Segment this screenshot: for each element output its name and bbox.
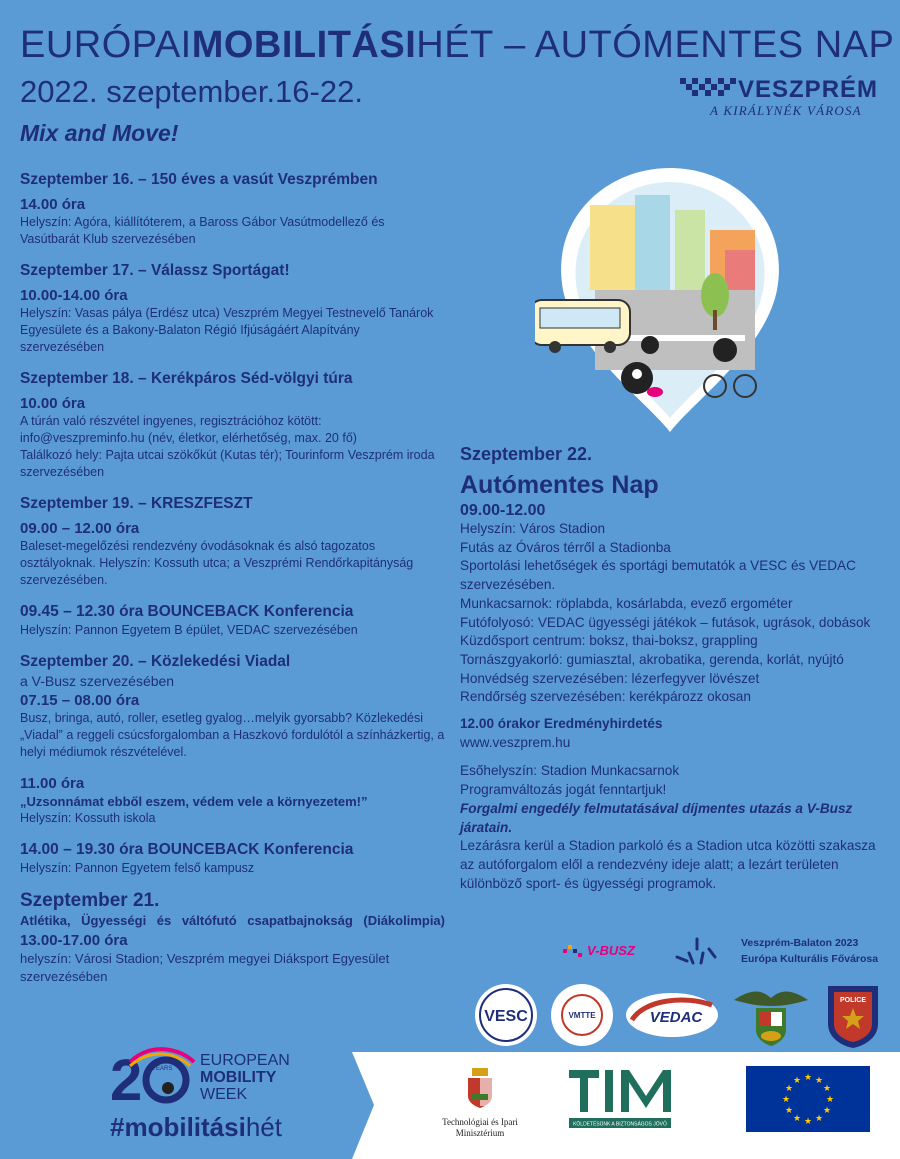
event-time: 10.00-14.00 óra <box>20 287 128 304</box>
event-title: Szeptember 17. – Válassz Sportágat! <box>20 262 290 279</box>
car-free-day-date: Szeptember 22. <box>460 444 593 464</box>
event-details: Helyszín: Pannon Egyetem felső kampusz <box>20 861 255 875</box>
event-competition <box>20 912 445 929</box>
event-time: 07.15 – 08.00 óra <box>20 692 140 709</box>
partner-logos-bottom <box>470 980 890 1050</box>
event-title: Szeptember 21. <box>20 890 160 911</box>
emw-20-years-icon <box>110 1044 198 1108</box>
svg-text:★: ★ <box>822 1084 832 1094</box>
tim-tagline: KÖLDETÉSÜNK A BIZTONSÁGOS JÖVŐ <box>573 1121 667 1128</box>
vbusz-logo: V-BUSZ <box>587 943 635 958</box>
event-sep21 <box>20 890 445 986</box>
event-title: 09.45 – 12.30 óra BOUNCEBACK Konferencia <box>20 603 354 620</box>
event-sep17 <box>20 261 445 356</box>
svg-text:★: ★ <box>792 1114 802 1124</box>
vedac-label: VEDAC <box>649 1009 703 1026</box>
emw-wordmark <box>200 1052 290 1103</box>
event-sep19 <box>20 494 445 589</box>
vesc-logo <box>474 983 538 1047</box>
svg-text:★: ★ <box>784 1084 794 1094</box>
hashtag <box>110 1112 282 1143</box>
event-time: 10.00 óra <box>20 395 86 412</box>
svg-text:★: ★ <box>822 1106 832 1116</box>
eu-stars-icon <box>746 1066 870 1132</box>
eu-flag <box>746 1066 870 1132</box>
svg-text:★: ★ <box>784 1106 794 1116</box>
event-details: A túrán való részvétel ingyenes, regisztrációhoz kötött: info@veszpreminfo.hu (név, életkor, elérhetőség, max. 20 fő) <box>20 414 357 445</box>
partner-logos-top <box>555 935 895 975</box>
event-time: 14.00 óra <box>20 196 86 213</box>
european-mobility-week-logo <box>110 1044 370 1144</box>
hungarian-coat-of-arms-icon <box>466 1068 494 1108</box>
program-line: Küzdősport centrum: boksz, thai-boksz, grappling <box>460 633 758 649</box>
vbusz-logo-icon <box>563 945 585 959</box>
change-notice: Programváltozás jogát fenntartjuk! <box>460 782 667 798</box>
vesc-label: VESC <box>484 1008 528 1025</box>
police-badge <box>824 980 882 1050</box>
vmtte-label: VMTTE <box>568 1011 596 1020</box>
ekf-burst-icon <box>673 935 719 965</box>
emw-line-2: MOBILITY <box>200 1069 277 1086</box>
svg-text:2: 2 <box>110 1048 143 1108</box>
results-announcement: 12.00 órakor Eredményhirdetés <box>460 716 663 732</box>
event-title: Szeptember 19. – KRESZFESZT <box>20 495 253 512</box>
ministry-line-2: Minisztérium <box>455 1128 505 1138</box>
event-dates: 2022. szeptember.16-22. <box>20 74 363 109</box>
event-details: Helyszín: Kossuth iskola <box>20 811 156 825</box>
right-program-column <box>460 444 880 893</box>
svg-text:★: ★ <box>825 1095 835 1105</box>
page-title <box>20 24 894 67</box>
svg-text:★: ★ <box>814 1076 824 1086</box>
crown-icon <box>680 78 736 102</box>
program-line: Honvédség szervezésében: lézerfegyver lövészet <box>460 670 760 686</box>
event-details: Helyszín: Agóra, kiállítóterem, a Baross Gábor Vasútmodellező és Vasútbarát Klub szervezésében <box>20 215 385 246</box>
program-line: Tornászgyakorló: gumiasztal, akrobatika, gerenda, korlát, nyújtó <box>460 651 844 667</box>
vedac-logo <box>624 990 720 1040</box>
slogan: Mix and Move! <box>20 120 179 146</box>
vmtte-logo <box>550 983 614 1047</box>
event-details: Helyszín: Vasas pálya (Erdész utca) Veszprém Megyei Testnevelő Tanárok Egyesülete és a Bakony-Balaton Régió Ifjúságáért Alapítvány szervezésében <box>20 306 434 354</box>
city-subtitle: A KIRÁLYNÉK VÁROSA <box>710 103 862 118</box>
rain-venue: Esőhelyszín: Stadion Munkacsarnok <box>460 763 680 779</box>
ministry-name <box>425 1117 535 1139</box>
tim-logo <box>567 1066 677 1130</box>
hashtag-bold: #mobilitási <box>110 1112 246 1142</box>
left-program-column <box>20 170 445 999</box>
event-details: Helyszín: Pannon Egyetem B épület, VEDAC szervezésében <box>20 623 358 637</box>
title-part-3: HÉT – AUTÓMENTES NAP <box>416 24 895 66</box>
program-line: Futás az Óváros térről a Stadionba <box>460 539 671 555</box>
veszprem-logo <box>680 76 885 122</box>
capital-line-2: Európa Kulturális Fővárosa <box>741 953 879 965</box>
title-part-2: MOBILITÁSI <box>191 24 417 66</box>
event-sep16 <box>20 170 445 248</box>
event-sep20 <box>20 652 445 761</box>
capital-of-culture <box>741 935 878 967</box>
event-title: Szeptember 20. – Közlekedési Viadal <box>20 653 291 670</box>
event-title: Szeptember 16. – 150 éves a vasút Veszprémben <box>20 171 378 188</box>
event-organizer: a V-Busz szervezésében <box>20 673 175 689</box>
police-label: POLICE <box>839 997 867 1004</box>
title-part-1: EURÓPAI <box>20 24 192 66</box>
hashtag-rest: hét <box>245 1112 282 1142</box>
svg-text:★: ★ <box>792 1076 802 1086</box>
event-slogan: „Uzsonnámat ebből eszem, védem vele a környezetem!” <box>20 794 368 809</box>
program-line: Rendőrség szervezésében: kerékpározz okosan <box>460 689 751 705</box>
svg-text:★: ★ <box>814 1114 824 1124</box>
army-emblem <box>732 980 810 1050</box>
city-name: VESZPRÉM <box>738 76 879 103</box>
event-bounceback-1 <box>20 602 445 639</box>
event-bounceback-2 <box>20 840 445 877</box>
emw-line-3: WEEK <box>200 1086 248 1103</box>
car-free-day-title: Autómentes Nap <box>460 471 659 499</box>
free-travel-notice: Forgalmi engedély felmutatásával díjmentes utazás a V-Busz járatain. <box>460 800 853 835</box>
event-snack <box>20 774 445 827</box>
car-free-day-time: 09.00-12.00 <box>460 502 546 519</box>
program-line: Sportolási lehetőségek és sportági bemutatók a VESC és VEDAC szervezésében. <box>460 558 856 593</box>
capital-line-1: Veszprém-Balaton 2023 <box>741 937 859 949</box>
program-line: Futófolyosó: VEDAC ügyességi játékok – futások, ugrások, dobások <box>460 614 871 630</box>
event-time: 11.00 óra <box>20 775 85 792</box>
svg-text:★: ★ <box>803 1117 813 1127</box>
event-time: 09.00 – 12.00 óra <box>20 520 140 537</box>
website-link[interactable]: www.veszprem.hu <box>460 734 571 750</box>
event-sep18 <box>20 369 445 481</box>
program-line: Munkacsarnok: röplabda, kosárlabda, evező ergométer <box>460 595 793 611</box>
event-meeting-point: Találkozó hely: Pajta utcai szökőkút (Kutas tér); Tourinform Veszprém iroda szervezésében <box>20 448 435 479</box>
mobility-pin-illustration <box>535 150 805 440</box>
emw-line-1: EUROPEAN <box>200 1052 290 1069</box>
event-title: Szeptember 18. – Kerékpáros Séd-völgyi túra <box>20 370 353 387</box>
svg-text:★: ★ <box>803 1073 813 1083</box>
event-title: 14.00 – 19.30 óra BOUNCEBACK Konferencia <box>20 841 354 858</box>
event-competition-text: Atlétika, Ügyességi és váltófutó csapatbajnokság (Diákolimpia) <box>20 913 445 928</box>
event-details: Baleset-megelőzési rendezvény óvodásoknak és alsó tagozatos osztályoknak. Helyszín: Kossuth utca; a Veszprémi Rendőrkapitányság szervezésében. <box>20 539 414 587</box>
ministry-logo <box>425 1068 535 1139</box>
ministry-line-1: Technológiai és Ipari <box>442 1117 518 1127</box>
svg-text:★: ★ <box>781 1095 791 1105</box>
program-line: Helyszín: Város Stadion <box>460 521 606 536</box>
emw-years: YEARS <box>152 1066 173 1072</box>
event-details: helyszín: Városi Stadion; Veszprém megyei Diáksport Egyesület szervezésében <box>20 951 390 984</box>
closure-notice: Lezárásra kerül a Stadion parkoló és a Stadion utca közötti szakasza az autóforgalom elől a rendezvény ideje alatt; a lezárt területen különböző sport- és ügyességi programok. <box>460 838 876 891</box>
event-details: Busz, bringa, autó, roller, esetleg gyalog…melyik gyorsabb? Közlekedési „Viadal” a reggeli csúcsforgalomban a Haszkovó fordulótól a színházkertig, a helyi médiumok részvételével. <box>20 711 445 759</box>
event-time: 13.00-17.00 óra <box>20 932 128 949</box>
